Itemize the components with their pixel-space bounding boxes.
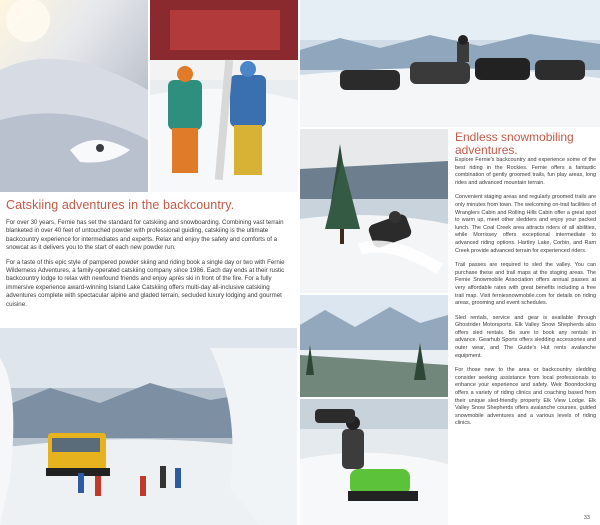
photo-snowmobile-trees — [300, 129, 448, 293]
catskiing-paragraph: For over 30 years, Fernie has set the standard for catskiing and snowboarding. Combining vast terrain blanketed in over 40 feet of untouched powder with professional guiding, catskiing is the ultimate backcountry experience for intermediates and experts. Relax and enjoy the safety and comforts of a snowcat as it delivers you to the start of each new powder run. — [6, 219, 284, 252]
snowmobiling-paragraph: For those new to the area or backcountry sledding consider seeking assistance from local professionals to enhance your experience and safety. Weir Boondocking offers a variety of riding clinics and coaching based from their unique sled-friendly property Elk View Lodge. Elk Valley Snow Shepherds offers avalanche courses, guided snowmobile adventures and a various levels of riding clinics. — [455, 367, 596, 427]
catskiing-article — [6, 198, 293, 315]
snowmobiling-article — [455, 157, 596, 435]
photo-two-skiers — [150, 0, 298, 192]
photo-mountain-valley — [300, 295, 448, 397]
page-number: 33 — [583, 515, 590, 521]
photo-snowcat-group — [0, 328, 297, 525]
snowmobiling-paragraph: Convenient staging areas and regularly groomed trails are only minutes from town. The welcoming on-trail facilities of Wranglers Cabin and Rolling Hills Cabin offer a great spot to warm up, meet other sledders and enjoy your packed lunch. The Coal Creek area attracts riders of all abilities, while Morrissey offers exceptional intermediate to advanced riding options. Hartley Lake, Corbin, and Ram Creek provide advanced terrain for experienced riders. — [455, 194, 596, 254]
snowmobiling-heading: Endless snowmobiling adventures. — [455, 130, 574, 157]
snowmobiling-paragraph: Explore Fernie's backcountry and experience some of the best riding in the Rockies. Fernie offers a fantastic combination of gently groomed trails, fun play areas, long rides and advanced mountain terrain. — [455, 157, 596, 186]
snowmobiling-paragraph: Sled rentals, service and gear is available through Ghostrider Motorsports. Elk Valley Snow Shepherds also offers sled rentals. Be sure to book any rentals in advance. Gearhub Sports offers sledding accessories and outer wear, and The Guide's Hut rents avalanche equipment. — [455, 314, 596, 359]
catskiing-paragraph: For a taste of this epic style of pampered powder skiing and riding book a single day or two with Fernie Wilderness Adventures, a family-operated catskiing company since 1986. Each day ends at their rustic backcountry lodge to relax with newfound friends and enjoy après ski in front of the fire. For a fully immersive experience award-winning Island Lake Catskiing offers multi-day all-inclusive catskiing adventures complete with spectacular alpine and gladed terrain, secluded luxury lodging and gourmet cuisine. — [6, 258, 285, 308]
catskiing-heading: Catskiing adventures in the backcountry. — [6, 198, 235, 212]
photo-snowmobiles-ridge — [300, 0, 600, 127]
snowmobiling-paragraph: Trail passes are required to sled the valley. You can purchase these and trail maps at the staging areas. The Fernie Snowmobile Association offers annual passes at very affordable rates with great benefits including a free trail map. Visit ferniesnowmobile.com for details on riding areas, grooming and event schedules. — [455, 262, 596, 307]
photo-green-snowmobile — [300, 399, 448, 525]
photo-skier-powder — [0, 0, 148, 192]
